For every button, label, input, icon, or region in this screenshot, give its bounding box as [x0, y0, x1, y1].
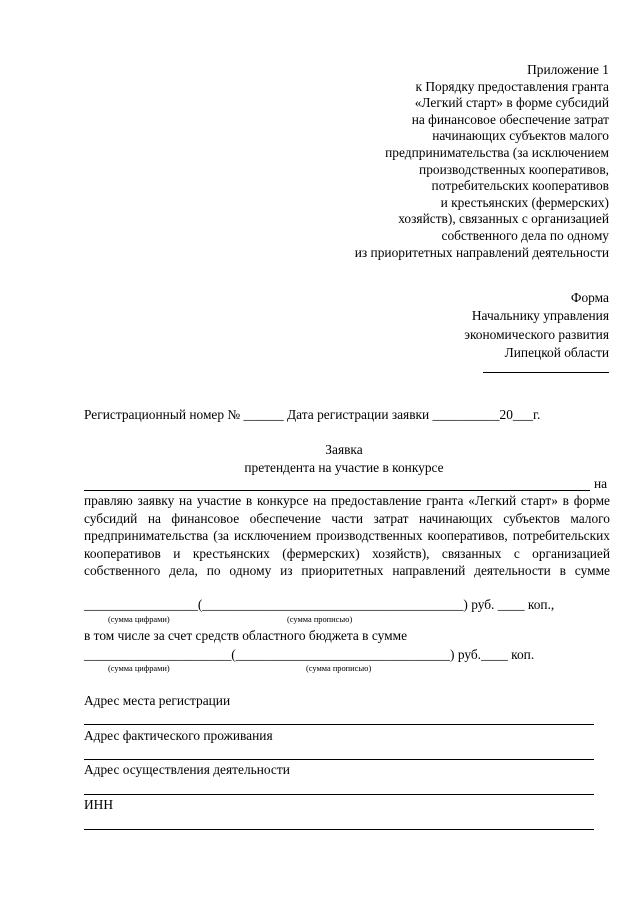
header-line: предпринимательства (за исключением — [385, 144, 609, 160]
document-title: Заявка — [325, 442, 363, 457]
addressee-line: Липецкой области — [504, 345, 609, 361]
header-line: потребительских кооперативов — [431, 178, 609, 194]
inn-line[interactable] — [84, 829, 594, 830]
registration-address-line[interactable] — [84, 724, 594, 725]
regional-digits-caption: (сумма цифрами) — [108, 664, 170, 673]
business-address-label: Адрес осуществления деятельности — [84, 762, 290, 777]
registration-address-label: Адрес места регистрации — [84, 693, 231, 708]
header-line: «Легкий старт» в форме субсидий — [414, 95, 609, 111]
registration-line: Регистрационный номер № ______ Дата регистрации заявки __________20___г. — [84, 407, 541, 422]
inn-label: ИНН — [84, 797, 114, 812]
sum-words-caption: (сумма прописью) — [287, 615, 353, 624]
header-line: начинающих субъектов малого — [432, 128, 609, 144]
header-line: производственных кооперативов, — [419, 161, 609, 177]
regional-budget-text: в том числе за счет средств областного бюджета в сумме — [84, 628, 408, 643]
header-line: из приоритетных направлений деятельности — [354, 244, 609, 260]
regional-words-caption: (сумма прописью) — [306, 664, 372, 673]
first-line-suffix: на — [594, 476, 608, 491]
application-paragraph: правляю заявку на участие в конкурсе на предоставление гранта «Легкий старт» в форме субсидий на финансовое обеспечение части затрат начинающих субъектов малого предпринимательства (за исключением производственных кооперативов, потребительских кооперативов и крестьянских (фермерских) хозяйств), связанных с организацией собственного дела, по одному из приоритетных направлений деятельности в сумме — [84, 493, 610, 579]
header-line: Приложение 1 — [527, 62, 609, 77]
header-line: на финансовое обеспечение затрат — [411, 111, 609, 127]
addressee-signature-line — [483, 372, 609, 373]
addressee-line: экономического развития — [464, 326, 609, 342]
header-line: к Порядку предоставления гранта — [415, 78, 609, 94]
actual-address-line[interactable] — [84, 759, 594, 760]
sum-line-regional[interactable]: ______________________(________________________________) руб.____ коп. — [84, 647, 535, 662]
form-label: Форма — [570, 290, 609, 305]
actual-address-label: Адрес фактического проживания — [84, 728, 273, 743]
addressee-block — [464, 289, 609, 363]
sum-digits-caption: (сумма цифрами) — [108, 615, 170, 624]
document-subtitle: претендента на участие в конкурсе — [244, 460, 444, 475]
header-line: хозяйств), связанных с организацией — [398, 211, 609, 227]
header-line: собственного дела по одному — [441, 227, 609, 243]
addressee-line: Начальнику управления — [471, 308, 609, 324]
business-address-line[interactable] — [84, 794, 594, 795]
appendix-header — [355, 62, 609, 261]
sum-line-total[interactable]: _________________(_______________________________________) руб. ____ коп., — [84, 597, 555, 612]
applicant-name-line[interactable] — [84, 490, 590, 491]
header-line: и крестьянских (фермерских) — [440, 194, 609, 210]
